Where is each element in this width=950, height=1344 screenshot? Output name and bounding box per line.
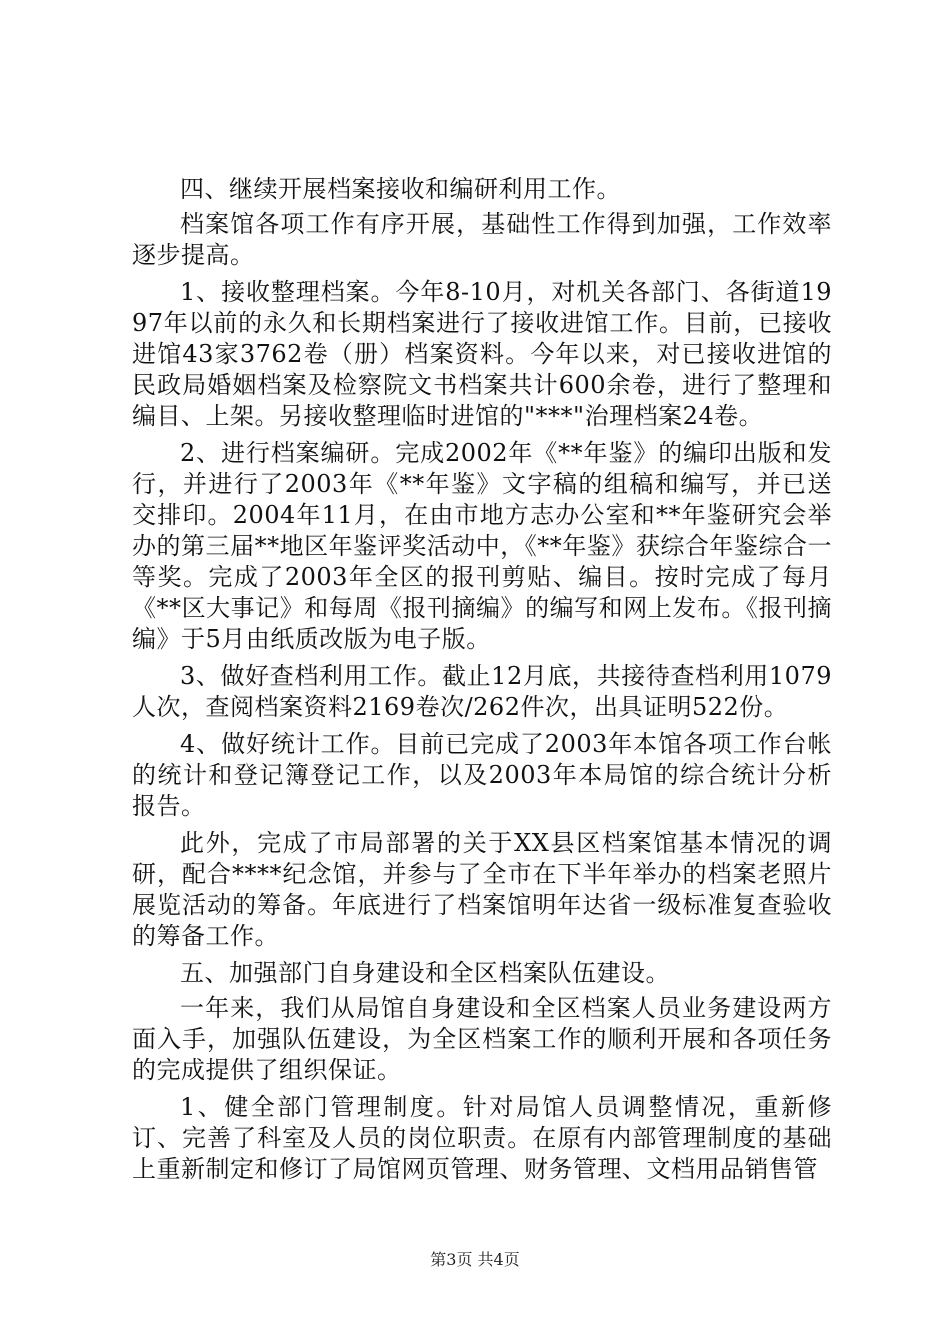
paragraph-item-3-archive-use: 3、做好查档利用工作。截止12月底，共接待查档利用1079人次，查阅档案资料2169卷次/262件次，出具证明522份。 xyxy=(132,662,832,721)
paragraph-team-building: 一年来，我们从局馆自身建设和全区档案人员业务建设两方面入手，加强队伍建设，为全区档案工作的顺利开展和各项任务的完成提供了组织保证。 xyxy=(132,994,832,1084)
paragraph-item-1-management: 1、健全部门管理制度。针对局馆人员调整情况，重新修订、完善了科室及人员的岗位职责。在原有内部管理制度的基础上重新制定和修订了局馆网页管理、财务管理、文档用品销售管 xyxy=(132,1093,832,1183)
paragraph-item-1-archive-intake: 1、接收整理档案。今年8-10月，对机关各部门、各街道1997年以前的永久和长期档案进行了接收进馆工作。目前，已接收进馆43家3762卷（册）档案资料。今年以来，对已接收进馆的民政局婚姻档案及检察院文书档案共计600余卷，进行了整理和编目、上架。另接收整理临时进馆的"***"治理档案24卷。 xyxy=(132,278,832,430)
paragraph-item-4-statistics: 4、做好统计工作。目前已完成了2003年本馆各项工作台帐的统计和登记簿登记工作，以及2003年本局馆的综合统计分析报告。 xyxy=(132,730,832,820)
paragraph-intro: 档案馆各项工作有序开展，基础性工作得到加强，工作效率逐步提高。 xyxy=(132,210,832,269)
document-body xyxy=(132,174,832,1191)
section-heading-4: 四、继续开展档案接收和编研利用工作。 xyxy=(180,175,621,203)
section-heading-5: 五、加强部门自身建设和全区档案队伍建设。 xyxy=(180,959,670,987)
paragraph-item-2-compilation: 2、进行档案编研。完成2002年《**年鉴》的编印出版和发行，并进行了2003年《**年鉴》文字稿的组稿和编写，并已送交排印。2004年11月，在由市地方志办公室和**年鉴研究会举办的第三届**地区年鉴评奖活动中，《**年鉴》获综合年鉴综合一等奖。完成了2003年全区的报刊剪贴、编目。按时完成了每月《**区大事记》和每周《报刊摘编》的编写和网上发布。《报刊摘编》于5月由纸质改版为电子版。 xyxy=(132,439,832,653)
page-number-footer: 第3页 共4页 xyxy=(430,1250,520,1269)
paragraph-additionally: 此外，完成了市局部署的关于XX县区档案馆基本情况的调研，配合****纪念馆，并参与了全市在下半年举办的档案老照片展览活动的筹备。年底进行了档案馆明年达省一级标准复查验收的筹备工作。 xyxy=(132,829,832,950)
